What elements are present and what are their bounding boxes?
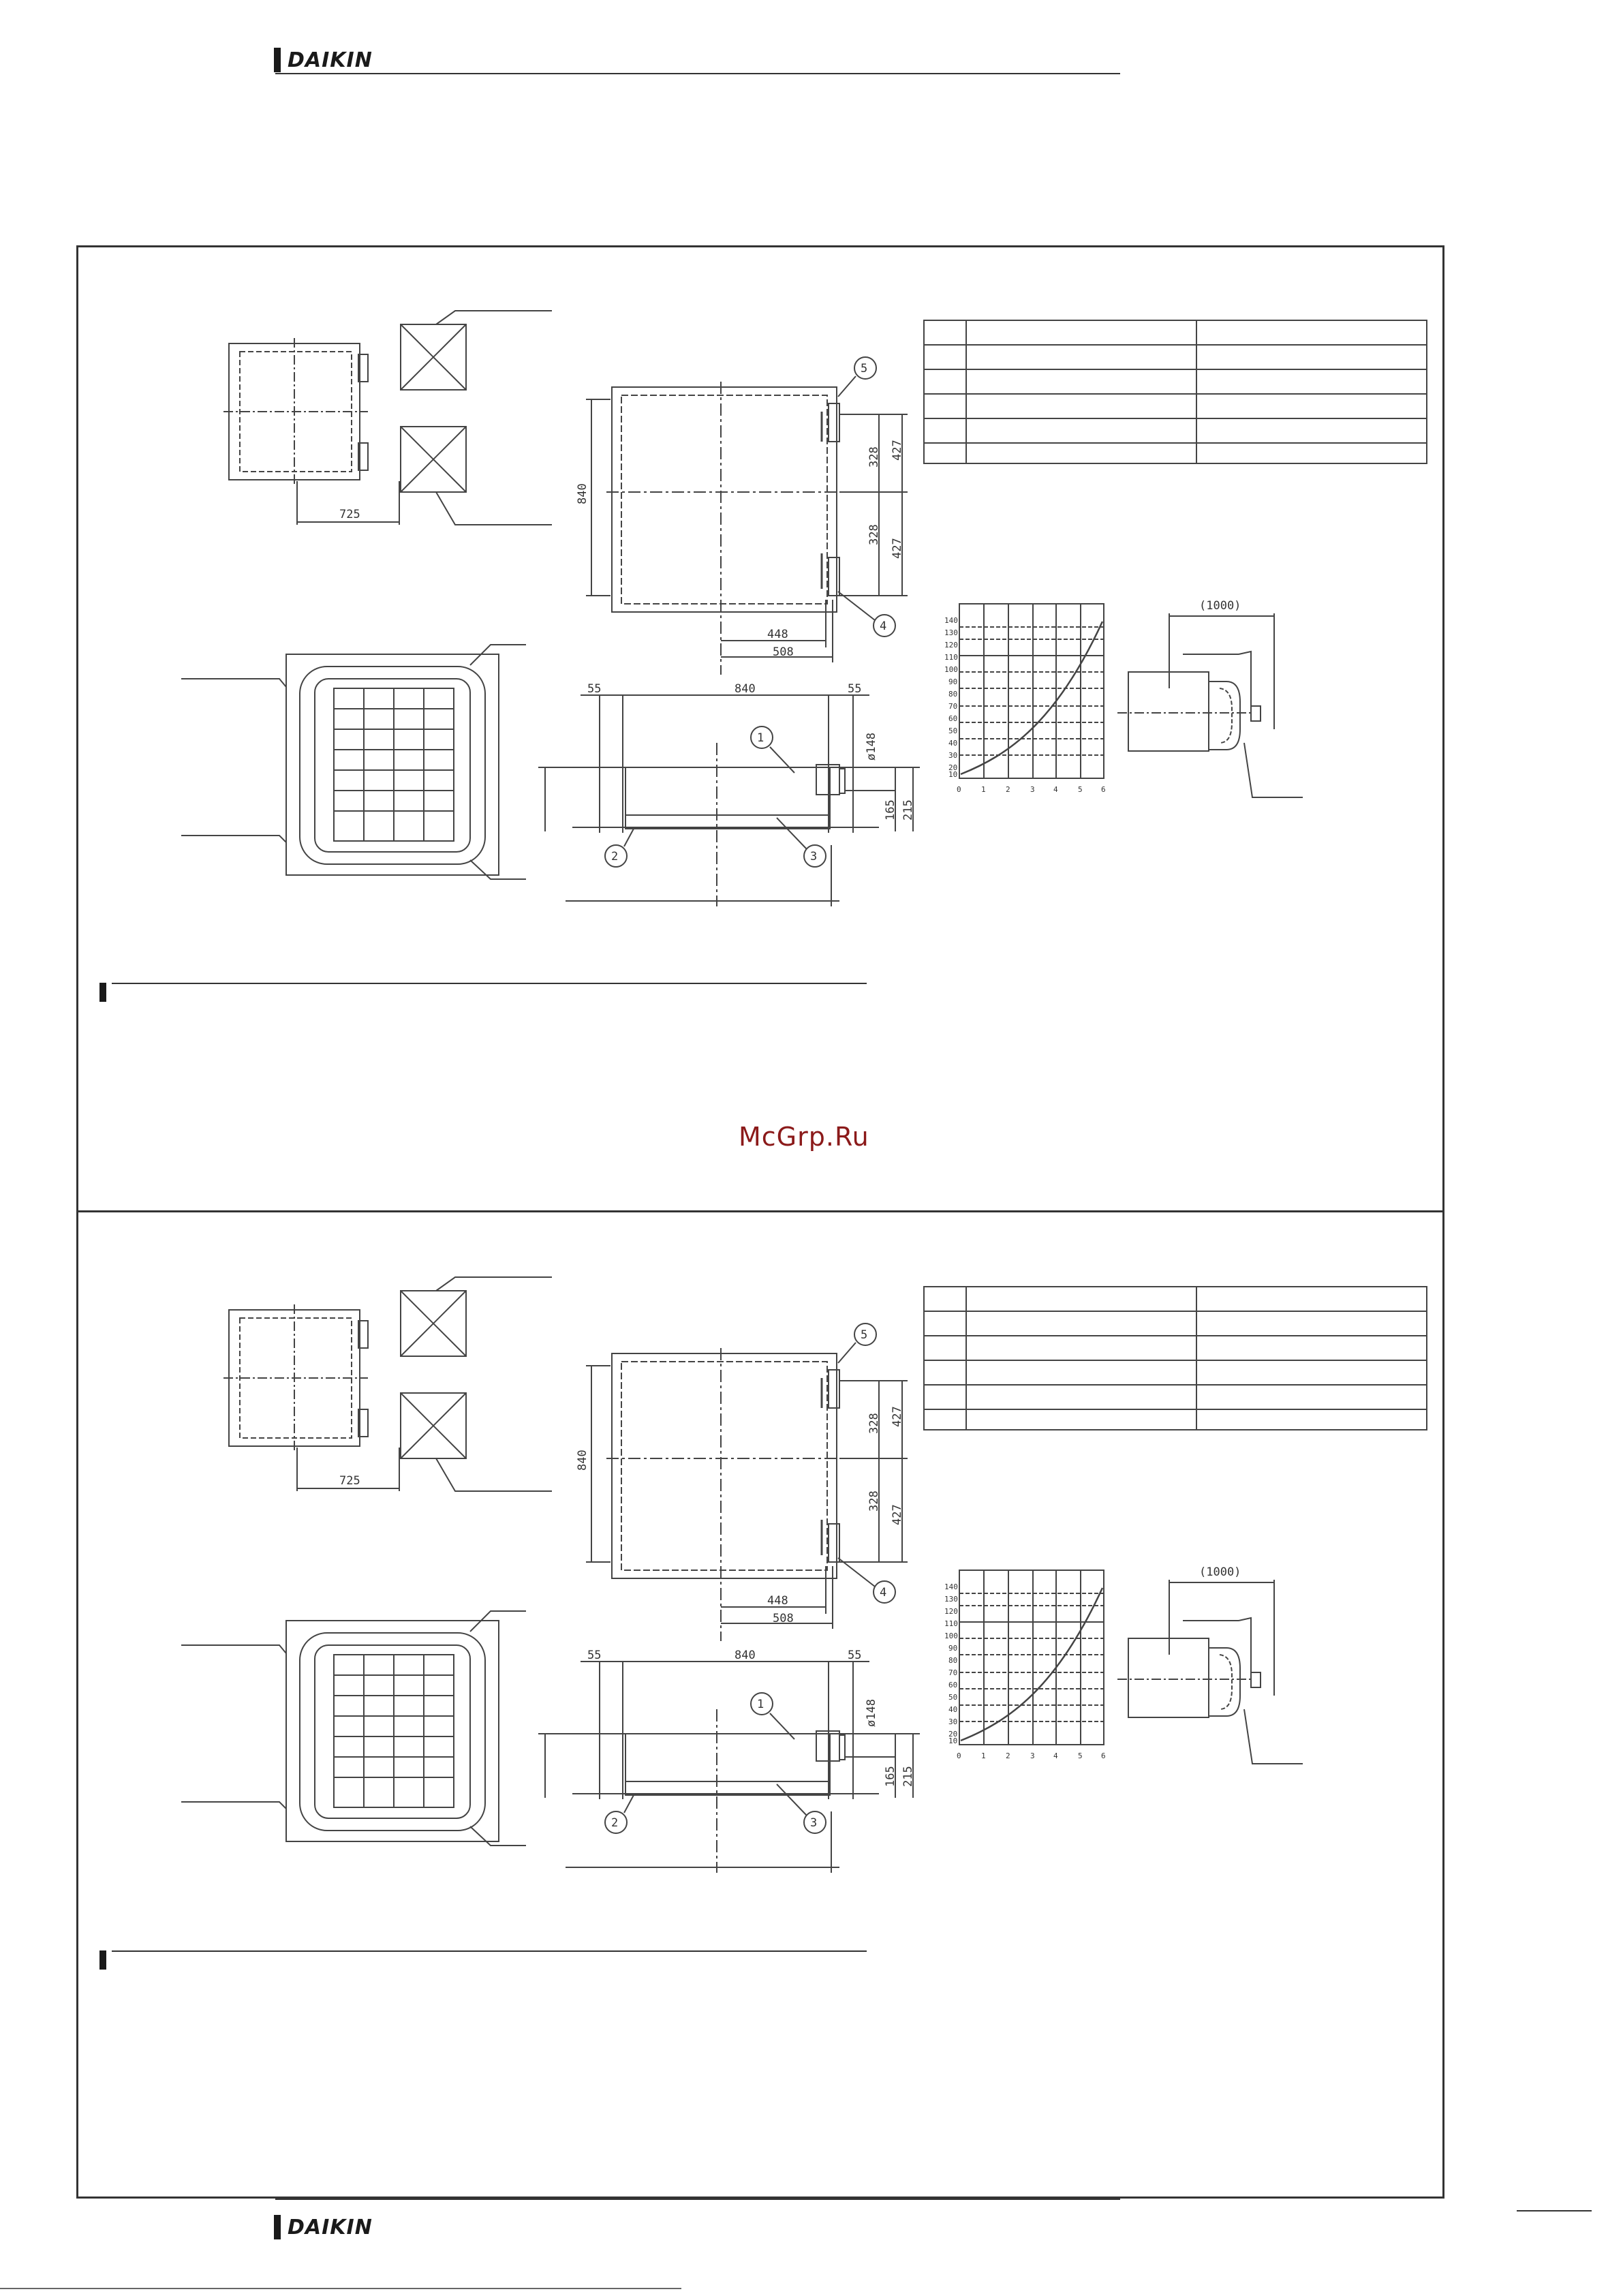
s1-y-tick: 50 [948, 726, 958, 735]
s1-dim-328-bot: 328 [867, 524, 881, 545]
s2-graph-y-axis [944, 1582, 958, 1745]
s2-callout-4: 4 [880, 1586, 887, 1599]
s2-y-tick: 60 [948, 1681, 958, 1689]
s2-y-tick: 100 [944, 1632, 958, 1640]
s1-callout-4: 4 [880, 619, 887, 633]
footer-logo [274, 2214, 373, 2241]
s2-dim-328-bot: 328 [867, 1490, 881, 1512]
s1-y-tick: 40 [948, 739, 958, 748]
section-2-heading-rule [112, 1950, 867, 1952]
s2-dim-427-top: 427 [891, 1406, 904, 1427]
s1-y-tick: 90 [948, 677, 958, 686]
s2-x-tick: 5 [1078, 1751, 1083, 1760]
s1-dim-215: 215 [901, 799, 915, 821]
s2-x-tick: 3 [1030, 1751, 1035, 1760]
s2-y-tick: 40 [948, 1705, 958, 1714]
footer-brand-text: DAIKIN [288, 2215, 373, 2239]
s2-y-tick: 30 [948, 1717, 958, 1726]
s2-graph-x-axis [957, 1751, 1106, 1760]
s2-y-tick: 120 [944, 1607, 958, 1616]
s2-y-tick: 70 [948, 1668, 958, 1677]
s1-y-tick: 30 [948, 751, 958, 760]
s1-dim-328-top: 328 [867, 446, 881, 468]
s1-y-tick: 60 [948, 714, 958, 723]
section-2-drawings [0, 966, 1623, 2193]
s2-x-tick: 4 [1053, 1751, 1058, 1760]
s1-x-tick: 5 [1078, 785, 1083, 794]
s2-dim-840-side: 840 [576, 1450, 589, 1471]
s1-dim-427-bot: 427 [891, 538, 904, 559]
s1-callout-3: 3 [810, 850, 818, 863]
s1-graph-x-axis [957, 785, 1106, 794]
s2-y-tick: 80 [948, 1656, 958, 1665]
s2-dim-448: 448 [767, 1594, 788, 1608]
s2-x-tick: 6 [1101, 1751, 1106, 1760]
s2-y-tick: 110 [944, 1619, 958, 1628]
s2-dim-840-front: 840 [735, 1649, 756, 1662]
s1-dim-148: ø148 [865, 733, 878, 761]
s2-y-tick: 10 [948, 1736, 958, 1745]
s1-y-tick: 110 [944, 653, 958, 662]
s2-y-tick: 20 [948, 1730, 958, 1739]
s2-dim-55-right: 55 [848, 1649, 862, 1662]
s1-dim-1000: (1000) [1199, 599, 1241, 613]
s2-x-tick: 2 [1006, 1751, 1010, 1760]
s2-dim-328-top: 328 [867, 1413, 881, 1434]
s2-dim-55-left: 55 [587, 1649, 602, 1662]
page-number-rule [1517, 2210, 1592, 2211]
s2-dim-215: 215 [901, 1766, 915, 1787]
bottom-edge-line [0, 2288, 681, 2289]
s1-y-tick: 20 [948, 763, 958, 772]
s1-x-tick: 3 [1030, 785, 1035, 794]
s1-y-tick: 140 [944, 616, 958, 625]
s1-dim-165: 165 [884, 799, 897, 821]
s2-y-tick: 130 [944, 1595, 958, 1604]
s1-y-tick: 70 [948, 702, 958, 711]
header-brand-text: DAIKIN [288, 48, 373, 72]
s1-dim-840-front: 840 [735, 682, 756, 696]
s1-y-tick: 120 [944, 641, 958, 649]
s1-x-tick: 6 [1101, 785, 1106, 794]
s2-dim-508: 508 [773, 1612, 794, 1625]
s1-dim-448: 448 [767, 628, 788, 641]
s1-x-tick: 1 [981, 785, 986, 794]
s2-callout-2: 2 [611, 1816, 619, 1830]
s1-x-tick: 4 [1053, 785, 1058, 794]
s1-y-tick: 100 [944, 665, 958, 674]
s2-callout-1: 1 [757, 1698, 764, 1711]
s1-dim-725: 725 [339, 508, 360, 521]
s1-dim-508: 508 [773, 645, 794, 659]
s2-dim-725: 725 [339, 1474, 360, 1488]
s1-y-tick: 80 [948, 690, 958, 699]
s1-callout-5: 5 [861, 362, 868, 376]
s1-dim-427-top: 427 [891, 440, 904, 461]
s2-y-tick: 90 [948, 1644, 958, 1653]
s1-graph-y-axis [944, 616, 958, 779]
section-2-heading-marker [99, 1950, 106, 1970]
footer-logo-bar [274, 2215, 281, 2239]
s1-x-tick: 0 [957, 785, 961, 794]
s1-dim-55-left: 55 [587, 682, 602, 696]
s1-y-tick: 10 [948, 770, 958, 779]
footer-rule [275, 2199, 1120, 2200]
s2-dim-427-bot: 427 [891, 1504, 904, 1525]
s2-dim-1000: (1000) [1199, 1565, 1241, 1579]
s1-x-tick: 2 [1006, 785, 1010, 794]
s1-callout-1: 1 [757, 731, 764, 745]
s2-dim-148: ø148 [865, 1699, 878, 1727]
s2-x-tick: 1 [981, 1751, 986, 1760]
s2-y-tick: 140 [944, 1582, 958, 1591]
watermark: McGrp.Ru [739, 1122, 869, 1152]
s2-callout-5: 5 [861, 1328, 868, 1342]
s1-callout-2: 2 [611, 850, 619, 863]
s2-dim-165: 165 [884, 1766, 897, 1787]
s1-dim-55-right: 55 [848, 682, 862, 696]
s2-callout-3: 3 [810, 1816, 818, 1830]
s1-dim-840-side: 840 [576, 483, 589, 504]
s2-y-tick: 50 [948, 1693, 958, 1702]
s1-y-tick: 130 [944, 628, 958, 637]
s2-x-tick: 0 [957, 1751, 961, 1760]
